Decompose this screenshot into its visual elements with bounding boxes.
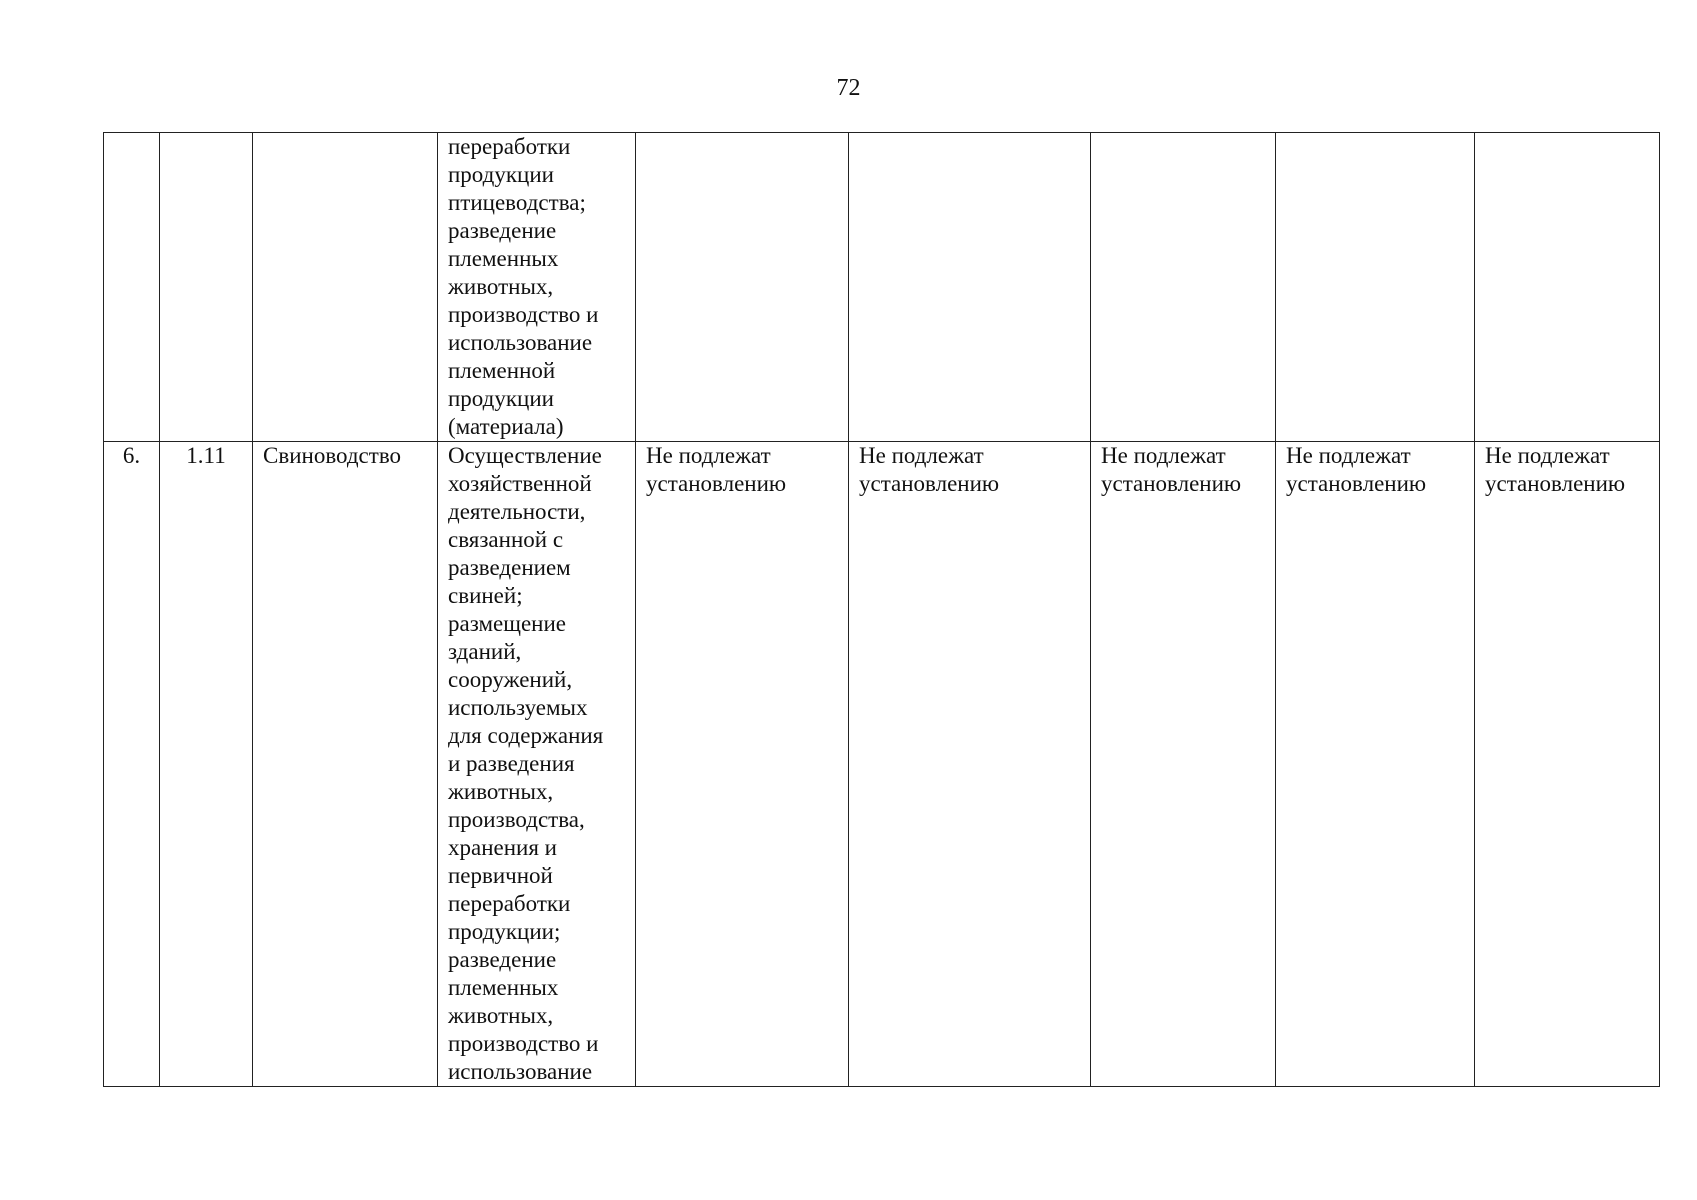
description-text: переработки продукции птицеводства; разведение племенных животных, производство и использование племенной продукции (материала) bbox=[448, 134, 599, 439]
not-set-text: Не подлежат установлению bbox=[859, 443, 1000, 496]
cell-code bbox=[160, 133, 253, 442]
not-set-text: Не подлежат установлению bbox=[1101, 443, 1242, 496]
cell-col9 bbox=[1475, 442, 1660, 1087]
cell-col6 bbox=[849, 133, 1091, 442]
cell-num bbox=[104, 133, 160, 442]
table-row-continuation bbox=[104, 133, 1660, 442]
cell-description bbox=[438, 133, 636, 442]
not-set-text: Не подлежат установлению bbox=[1286, 443, 1427, 496]
cell-name bbox=[253, 133, 438, 442]
cell-col6 bbox=[849, 442, 1091, 1087]
cell-col5 bbox=[636, 442, 849, 1087]
cell-col8 bbox=[1276, 133, 1475, 442]
cell-col5 bbox=[636, 133, 849, 442]
page-number: 72 bbox=[836, 75, 861, 101]
cell-col8 bbox=[1276, 442, 1475, 1087]
cell-name bbox=[253, 442, 438, 1087]
cell-col7 bbox=[1091, 442, 1276, 1087]
land-use-table bbox=[103, 132, 1660, 1087]
table-row bbox=[104, 442, 1660, 1087]
row-number: 6. bbox=[122, 443, 141, 468]
not-set-text: Не подлежат установлению bbox=[646, 443, 787, 496]
description-text: Осуществление хозяйственной деятельности, связанной с разведением свиней; размещение зданий, сооружений, используемых для содержания и разведения животных, производства, хранения и первичной переработки продукции; разведение племенных животных, производство и использование bbox=[448, 443, 604, 1084]
row-code: 1.11 bbox=[186, 443, 226, 468]
cell-description bbox=[438, 442, 636, 1087]
cell-code bbox=[160, 442, 253, 1087]
cell-col7 bbox=[1091, 133, 1276, 442]
row-name: Свиноводство bbox=[263, 443, 402, 468]
not-set-text: Не подлежат установлению bbox=[1485, 443, 1626, 496]
cell-num bbox=[104, 442, 160, 1087]
cell-col9 bbox=[1475, 133, 1660, 442]
